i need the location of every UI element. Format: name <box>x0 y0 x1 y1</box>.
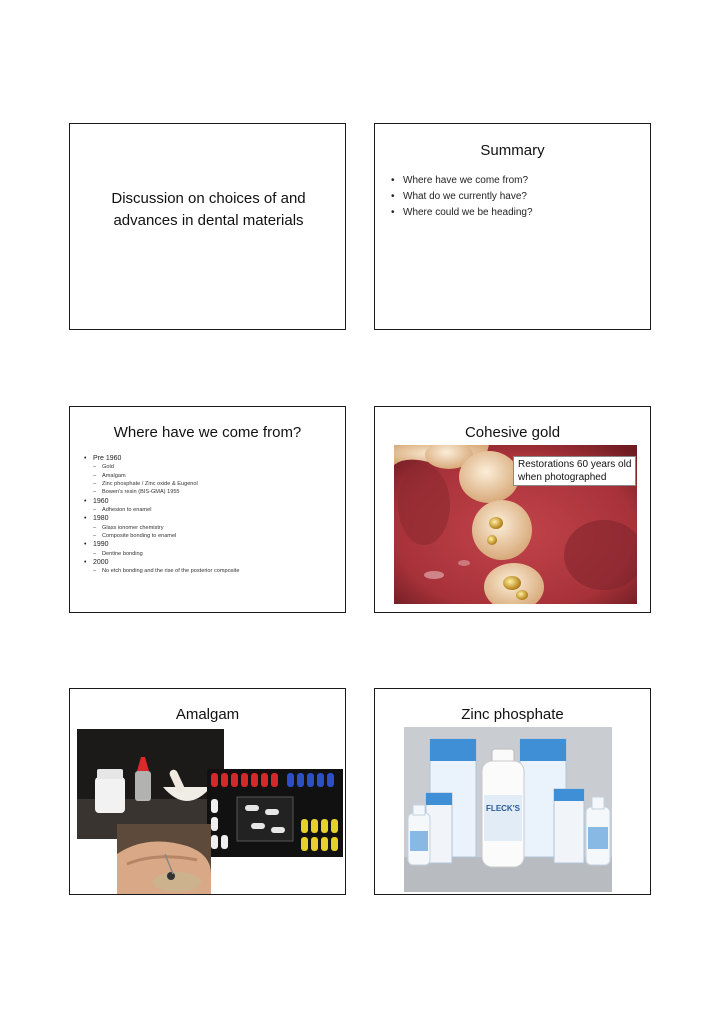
outline-subitem: – Dentine bonding <box>93 550 239 558</box>
photo-caption <box>513 456 636 486</box>
hand-mercury-photo <box>117 824 211 894</box>
bullet-item: • Where have we come from? <box>391 173 533 189</box>
outline-item <box>84 540 239 558</box>
outline-label: 1960 <box>93 497 109 505</box>
slide-title <box>69 123 346 330</box>
caption-line: Restorations 60 years old <box>518 459 632 470</box>
outline-subitem: – Adhesion to enamel <box>93 506 239 514</box>
outline-subitem: – Zinc phosphate / Zinc oxide & Eugenol <box>93 480 239 488</box>
outline-subitem: – Glass ionomer chemistry <box>93 524 239 532</box>
history-outline <box>84 454 239 576</box>
slide-summary <box>374 123 651 330</box>
slide-cohesive-gold <box>374 406 651 613</box>
bullet-item: • What do we currently have? <box>391 189 533 205</box>
summary-bullet-list <box>391 173 533 221</box>
outline-subitem: – Bowen's resin (BIS-GMA) 1955 <box>93 488 239 496</box>
outline-item <box>84 558 239 576</box>
slide-amalgam <box>69 688 346 895</box>
outline-label: 1980 <box>93 515 109 523</box>
bullet-item: • Where could we be heading? <box>391 205 533 221</box>
outline-item <box>84 454 239 497</box>
outline-subitem: – Amalgam <box>93 472 239 480</box>
outline-subitem: – Composite bonding to enamel <box>93 532 239 540</box>
outline-item <box>84 514 239 540</box>
product-label: FLECK'S <box>486 804 520 813</box>
flecks-cement-photo <box>404 727 612 892</box>
presentation-title: Discussion on choices of and advances in dental materials <box>111 190 306 229</box>
slide-history <box>69 406 346 613</box>
slide-heading: Zinc phosphate <box>461 706 564 723</box>
slide-heading: Summary <box>480 142 545 159</box>
slide-heading: Where have we come from? <box>113 424 302 441</box>
outline-label: 1990 <box>93 541 109 549</box>
outline-label: Pre 1960 <box>93 455 122 462</box>
mortar-pestle-photo <box>77 729 224 839</box>
outline-subitem: – Gold <box>93 463 239 471</box>
outline-subitem: – No etch bonding and the rise of the posterior composite <box>93 567 239 575</box>
outline-label: 2000 <box>93 559 109 567</box>
amalgam-capsules-photo <box>207 769 343 857</box>
outline-item <box>84 497 239 515</box>
slide-heading: Amalgam <box>175 706 240 723</box>
caption-line: when photographed <box>518 472 607 483</box>
slide-zinc-phosphate <box>374 688 651 895</box>
slide-heading: Cohesive gold <box>464 424 561 441</box>
